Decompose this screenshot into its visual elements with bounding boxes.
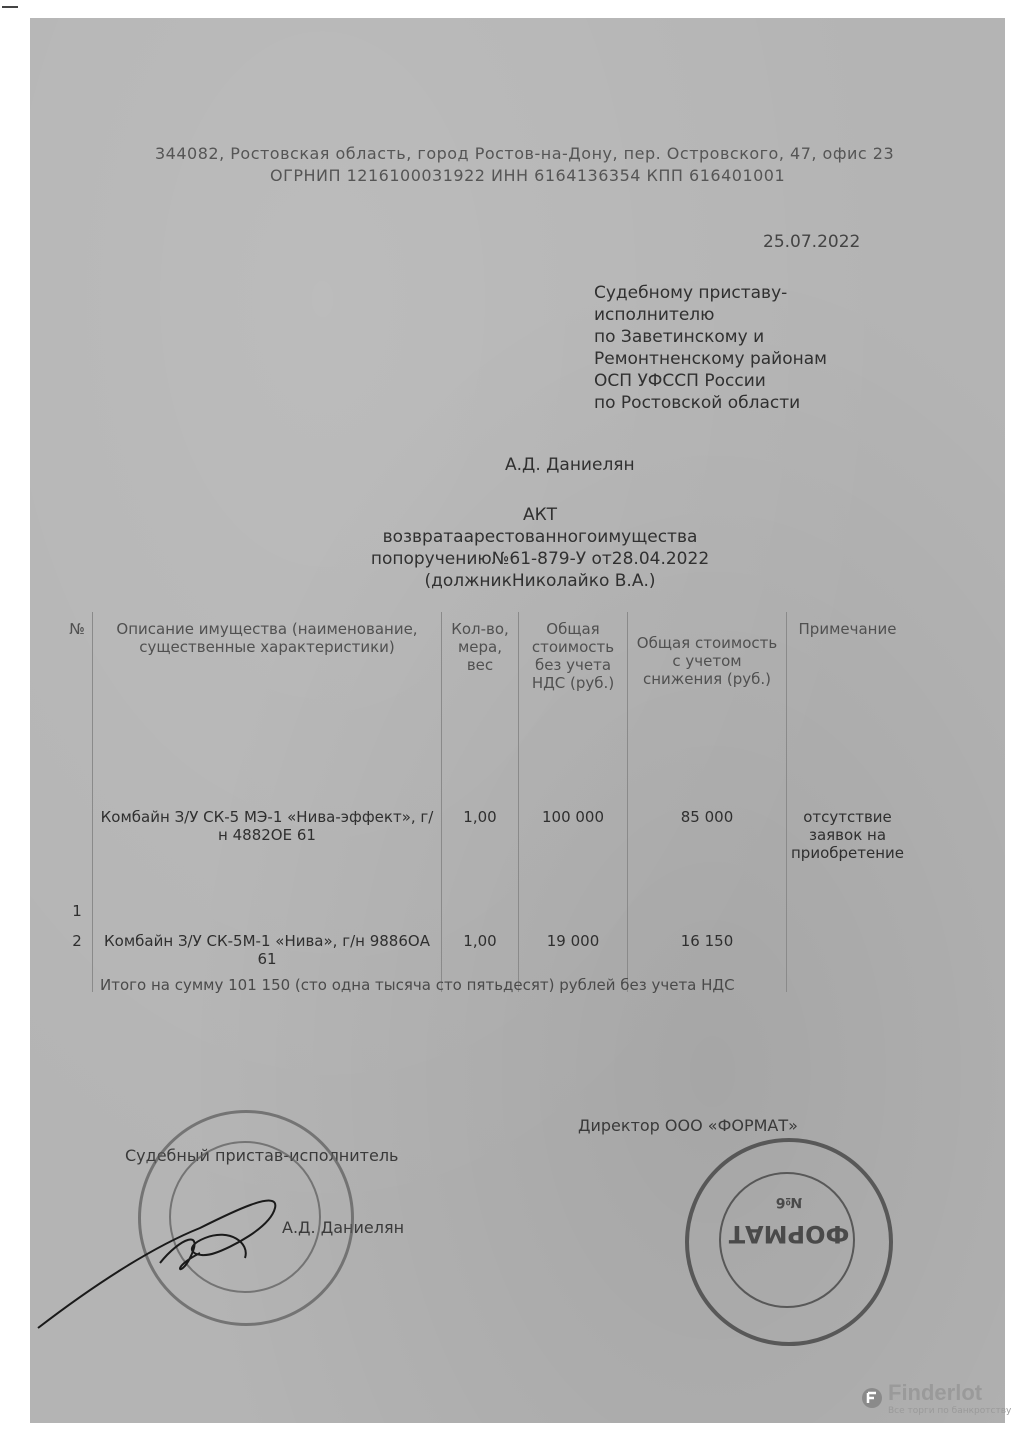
row-cost: 100 000 (519, 784, 628, 920)
bailiff-title: Судебный пристав-исполнитель (125, 1146, 399, 1165)
addressee-line: ОСП УФССП России (594, 371, 766, 391)
act-debtor: (должникНиколайко В.А.) (424, 571, 656, 591)
table-row (62, 784, 908, 920)
header-address: 344082, Ростовская область, город Ростов-на-Дону, пер. Островского, 47, офис 23 (155, 144, 895, 163)
bailiff-name: А.Д. Даниелян (282, 1218, 405, 1237)
header-registration: ОГРНИП 1216100031922 ИНН 6164136354 КПП 616401001 (270, 166, 786, 185)
finderlot-logo-icon (860, 1386, 884, 1410)
company-stamp-name: ФОРМАТ (728, 1220, 850, 1248)
col-description-header: Описание имущества (наименование, существенные характеристики) (93, 612, 442, 784)
total-sum: Итого на сумму 101 150 (сто одна тысяча сто пятьдесят) рублей без учета НДС (100, 976, 735, 994)
finderlot-tagline: Все торги по банкротству (888, 1406, 1012, 1416)
row-description: Комбайн З/У СК-5 МЭ-1 «Нива-эффект», г/н 4882ОЕ 61 (93, 784, 442, 920)
addressee-line: Судебному приставу- (594, 283, 788, 303)
row-qty: 1,00 (442, 784, 519, 920)
row-cost: 19 000 (519, 920, 628, 992)
row-description: Комбайн З/У СК-5М-1 «Нива», г/н 9886ОА 61 (93, 920, 442, 992)
bailiff-signature (30, 1168, 290, 1343)
table-header-row (62, 612, 908, 784)
finderlot-watermark (860, 1378, 1020, 1424)
act-title-block (350, 504, 730, 592)
company-stamp (685, 1138, 893, 1346)
act-subtitle: возвратаарестованногоимущества (382, 527, 698, 547)
row-qty: 1,00 (442, 920, 519, 992)
addressee-name: А.Д. Даниелян (505, 455, 635, 475)
addressee-line: Ремонтненскому районам (594, 349, 827, 369)
row-cost-reduced: 16 150 (628, 920, 787, 992)
row-num: 2 (72, 932, 82, 950)
addressee-line: по Заветинскому и (594, 327, 765, 347)
scan-corner-mark (2, 6, 18, 8)
col-note-header: Примечание (787, 612, 909, 784)
addressee-block (594, 282, 827, 414)
act-order: попоручению№61-879-У от28.04.2022 (370, 549, 710, 569)
addressee-line: по Ростовской области (594, 393, 801, 413)
addressee-line: исполнителю (594, 305, 715, 325)
row-num: 1 (72, 902, 82, 920)
items-table (62, 612, 908, 992)
finderlot-brand: Finderlot (888, 1380, 983, 1405)
col-qty-header: Кол-во, мера, вес (442, 612, 519, 784)
company-stamp-number: №6 (775, 1194, 803, 1210)
document-sheet (30, 18, 1005, 1423)
col-num-header: № (69, 620, 85, 638)
row-note: отсутствие заявок на приобретение (787, 784, 909, 992)
act-title: АКТ (522, 505, 558, 525)
row-cost-reduced: 85 000 (628, 784, 787, 920)
document-date: 25.07.2022 (763, 232, 861, 252)
col-cost-reduced-header: Общая стоимость с учетом снижения (руб.) (628, 612, 787, 784)
director-title: Директор ООО «ФОРМАТ» (578, 1116, 798, 1135)
col-cost-header: Общая стоимость без учета НДС (руб.) (519, 612, 628, 784)
